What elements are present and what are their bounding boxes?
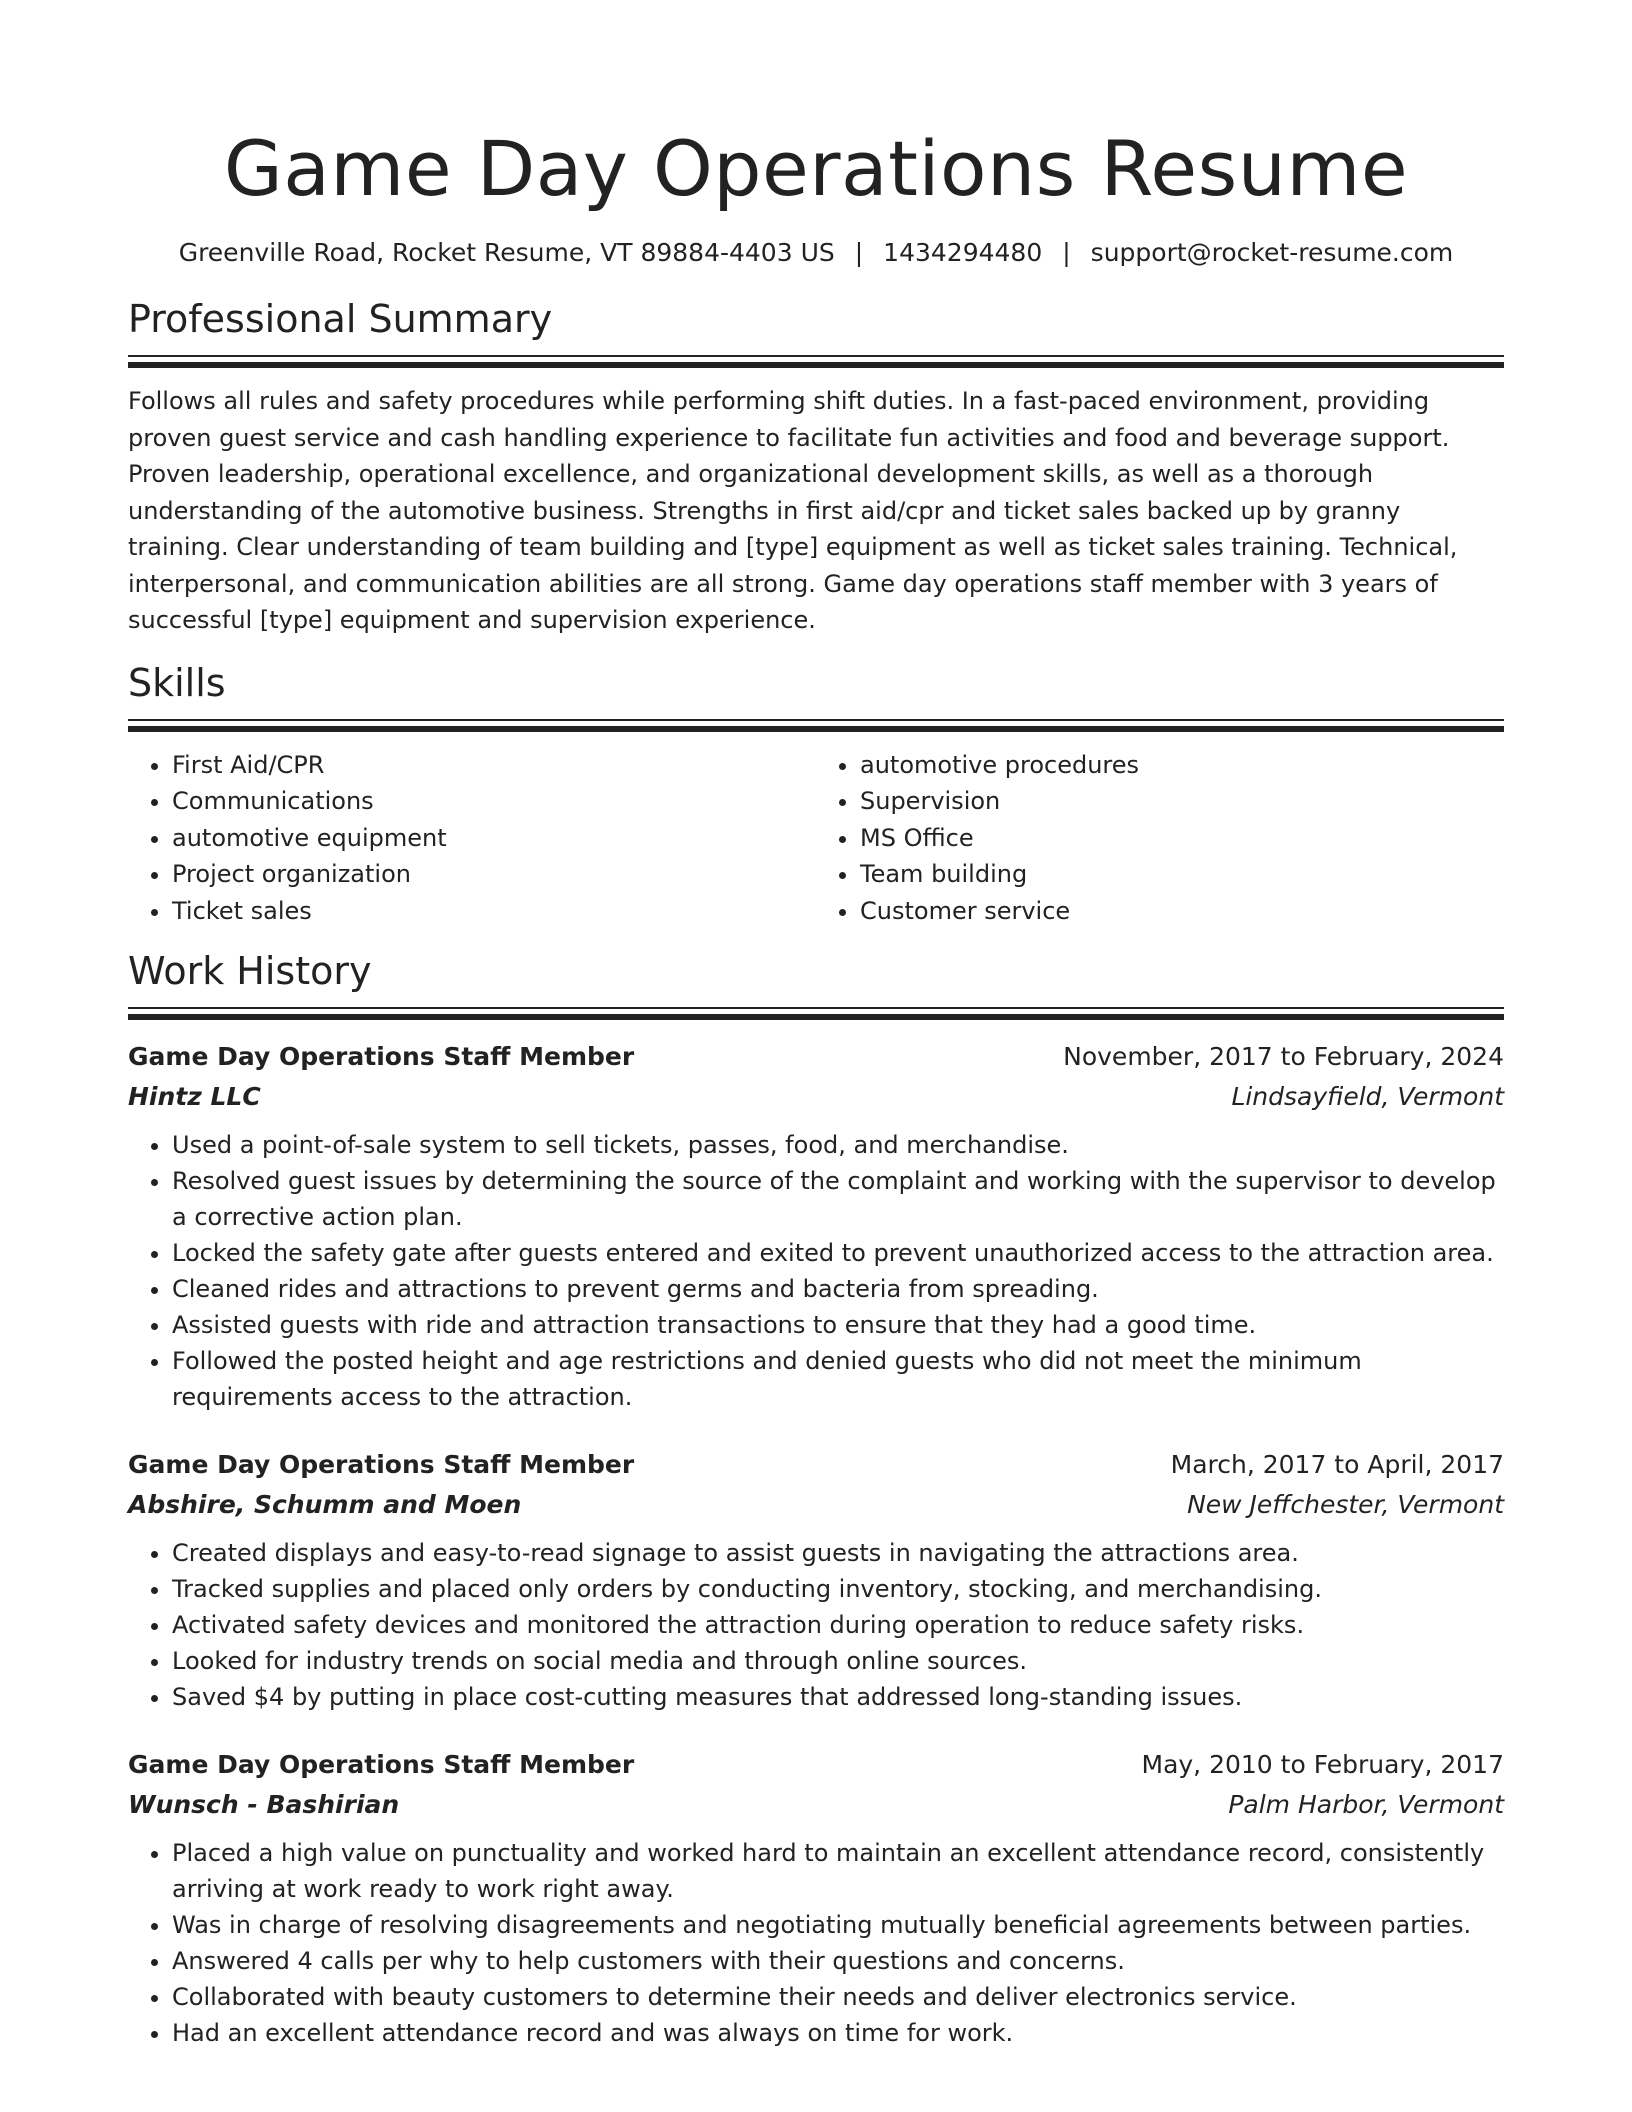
job-bullets [128,1535,1504,1715]
job-header [128,1445,1504,1485]
section-divider [128,719,1504,735]
resume-title: Game Day Operations Resume [223,124,1409,213]
job-dates: March, 2017 to April, 2017 [1170,1450,1504,1479]
job-bullets [128,1835,1504,2051]
job-bullet: • Assisted guests with ride and attraction transactions to ensure that they had a good time. [172,1307,1504,1343]
job-location: New Jeffchester, Vermont [1187,1490,1504,1519]
contact-separator: | [854,238,864,267]
job-title: Game Day Operations Staff Member [128,1750,635,1779]
job-header [128,1745,1504,1785]
job-subheader [128,1785,1504,1825]
job-dates: November, 2017 to February, 2024 [1063,1042,1504,1071]
skills-list-right [816,747,1504,930]
job-bullet: • Used a point-of-sale system to sell tickets, passes, food, and merchandise. [172,1127,1504,1163]
job-entry [128,1037,1504,1415]
job-entry [128,1745,1504,2051]
skills-columns [128,747,1504,930]
job-bullet: • Created displays and easy-to-read signage to assist guests in navigating the attractions area. [172,1535,1504,1571]
job-bullet: • Saved $4 by putting in place cost-cutting measures that addressed long-standing issues. [172,1679,1504,1715]
contact-address: Greenville Road, Rocket Resume, VT 89884-4403 US [178,238,835,267]
summary-text: Follows all rules and safety procedures while performing shift duties. In a fast-paced environment, providing proven guest service and cash handling experience to facilitate fun activities and food and beverage support. Proven leadership, operational excellence, and organizational development skills, as well as a thorough understanding of the automotive business. Strengths in first aid/cpr and ticket sales backed up by granny training. Clear understanding of team building and [type] equipment as well as ticket sales training. Technical, interpersonal, and communication abilities are all strong. Game day operations staff member with 3 years of successful [type] equipment and supervision experience. [128,387,1458,634]
job-title: Game Day Operations Staff Member [128,1042,635,1071]
job-bullet: • Tracked supplies and placed only orders by conducting inventory, stocking, and merchandising. [172,1571,1504,1607]
job-company: Abshire, Schumm and Moen [128,1490,522,1519]
skill-item: • automotive procedures [860,747,1504,784]
skills-heading: Skills [128,660,226,705]
job-subheader [128,1485,1504,1525]
summary-section [128,295,1504,639]
job-bullet: • Had an excellent attendance record and was always on time for work. [172,2015,1504,2051]
contact-phone: 1434294480 [883,238,1043,267]
job-bullet: • Resolved guest issues by determining the source of the complaint and working with the supervisor to develop a corrective action plan. [172,1163,1504,1235]
job-entry [128,1445,1504,1715]
skill-item: • Project organization [172,856,816,893]
skill-item: • Customer service [860,893,1504,930]
skills-list-left [128,747,816,930]
skill-item: • automotive equipment [172,820,816,857]
job-bullet: • Cleaned rides and attractions to prevent germs and bacteria from spreading. [172,1271,1504,1307]
section-divider [128,1007,1504,1023]
job-subheader [128,1077,1504,1117]
job-title: Game Day Operations Staff Member [128,1450,635,1479]
contact-line [128,236,1504,270]
contact-separator: | [1062,238,1071,267]
skill-item: • Supervision [860,783,1504,820]
skill-item: • Team building [860,856,1504,893]
work-history-section [128,947,1504,2051]
job-bullet: • Followed the posted height and age restrictions and denied guests who did not meet the minimum requirements access to the attraction. [172,1343,1504,1415]
job-bullet: • Locked the safety gate after guests entered and exited to prevent unauthorized access to the attraction area. [172,1235,1504,1271]
job-bullet: • Activated safety devices and monitored the attraction during operation to reduce safety risks. [172,1607,1504,1643]
section-divider [128,355,1504,371]
job-company: Wunsch - Bashirian [128,1790,400,1819]
summary-heading: Professional Summary [128,297,553,341]
job-location: Palm Harbor, Vermont [1228,1790,1504,1819]
job-header [128,1037,1504,1077]
skill-item: • MS Office [860,820,1504,857]
job-bullet: • Was in charge of resolving disagreements and negotiating mutually beneficial agreements between parties. [172,1907,1504,1943]
job-bullet: • Looked for industry trends on social media and through online sources. [172,1643,1504,1679]
skill-item: • Communications [172,783,816,820]
job-bullet: • Answered 4 calls per why to help customers with their questions and concerns. [172,1943,1504,1979]
job-bullet: • Placed a high value on punctuality and worked hard to maintain an excellent attendance record, consistently arriving at work ready to work right away. [172,1835,1504,1907]
contact-email: support@rocket-resume.com [1090,238,1454,267]
skills-section [128,659,1504,930]
work-history-heading: Work History [128,949,372,993]
skill-item: • Ticket sales [172,893,816,930]
job-bullets [128,1127,1504,1415]
job-bullet: • Collaborated with beauty customers to determine their needs and deliver electronics service. [172,1979,1504,2015]
job-company: Hintz LLC [128,1082,261,1111]
job-dates: May, 2010 to February, 2017 [1141,1750,1504,1779]
job-location: Lindsayfield, Vermont [1231,1082,1504,1111]
skill-item: • First Aid/CPR [172,747,816,784]
